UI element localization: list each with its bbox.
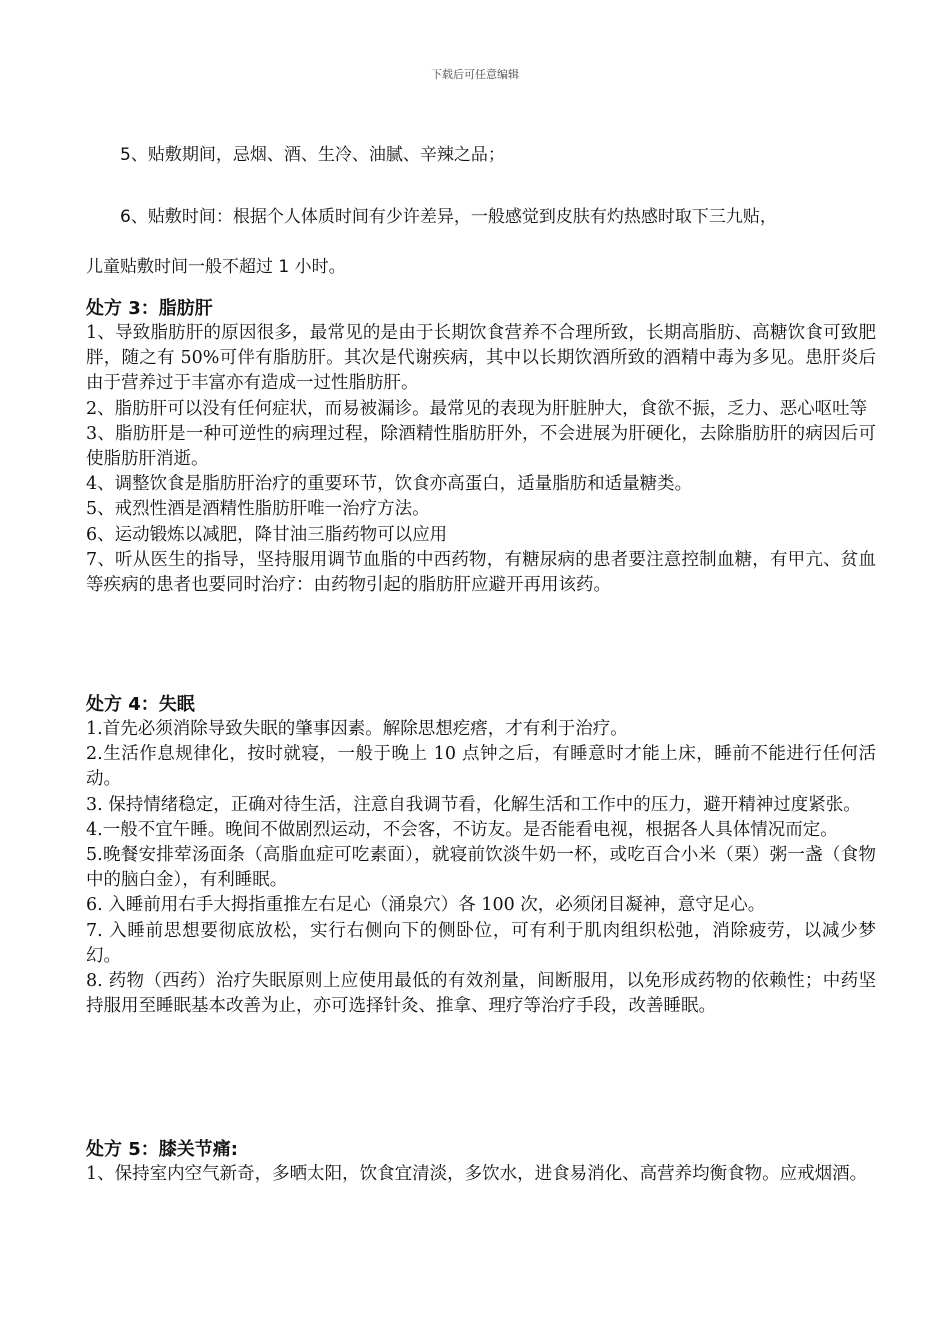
list-item: 3. 保持情绪稳定，正确对待生活，注意自我调节看，化解生活和工作中的压力，避开精神过度紧张。 bbox=[86, 794, 861, 815]
list-item: 5.晚餐安排荤汤面条（高脂血症可吃素面），就寝前饮淡牛奶一杯，或吃百合小米（栗）粥一盏（食物中的脑白金），有利睡眠。 bbox=[86, 845, 876, 891]
section-title: 处方 4：失眠 bbox=[86, 694, 195, 715]
section-title: 处方 5：膝关节痛: bbox=[86, 1139, 238, 1160]
list-item: 1、保持室内空气新奇，多晒太阳，饮食宜清淡，多饮水，进食易消化、高营养均衡食物。应戒烟酒。 bbox=[86, 1164, 868, 1184]
section-fatty-liver bbox=[86, 297, 876, 598]
list-item: 7. 入睡前思想要彻底放松，实行右侧向下的侧卧位，可有利于肌肉组织松弛，消除疲劳，以减少梦幻。 bbox=[86, 920, 876, 966]
intro-line-6-cont: 儿童贴敷时间一般不超过 1 小时。 bbox=[86, 257, 346, 277]
list-item: 6、运动锻炼以减肥，降甘油三脂药物可以应用 bbox=[86, 524, 448, 545]
list-item: 2、脂肪肝可以没有任何症状，而易被漏诊。最常见的表现为肝脏肿大，食欲不振，乏力、恶心呕吐等 bbox=[86, 398, 868, 419]
list-item: 3、脂肪肝是一种可逆性的病理过程，除酒精性脂肪肝外，不会进展为肝硬化，去除脂肪肝的病因后可使脂肪肝消逝。 bbox=[86, 423, 876, 470]
section-insomnia bbox=[86, 693, 876, 1019]
list-item: 7、听从医生的指导，坚持服用调节血脂的中西药物，有糖尿病的患者要注意控制血糖，有甲亢、贫血等疾病的患者也要同时治疗：由药物引起的脂肪肝应避开再用该药。 bbox=[86, 549, 876, 596]
list-item: 4.一般不宜午睡。晚间不做剧烈运动，不会客，不访友。是否能看电视，根据各人具体情况而定。 bbox=[86, 819, 838, 840]
intro-line-6: 6、贴敷时间：根据个人体质时间有少许差异，一般感觉到皮肤有灼热感时取下三九贴， bbox=[120, 207, 777, 227]
intro-line-5: 5、贴敷期间，忌烟、酒、生冷、油腻、辛辣之品； bbox=[120, 145, 505, 165]
list-item: 4、调整饮食是脂肪肝治疗的重要环节，饮食亦高蛋白，适量脂肪和适量糖类。 bbox=[86, 474, 693, 495]
list-item: 1、导致脂肪肝的原因很多，最常见的是由于长期饮食营养不合理所致，长期高脂肪、高糖饮食可致肥胖，随之有 50%可伴有脂肪肝。其次是代谢疾病，其中以长期饮酒所致的酒精中毒为多见。患肝炎后由于营养过于丰富亦有造成一过性脂肪肝。 bbox=[86, 323, 876, 394]
list-item: 8. 药物（西药）治疗失眠原则上应使用最低的有效剂量，间断服用，以免形成药物的依赖性；中药坚持服用至睡眠基本改善为止，亦可选择针灸、推拿、理疗等治疗手段，改善睡眠。 bbox=[86, 971, 876, 1017]
list-item: 1.首先必须消除导致失眠的肇事因素。解除思想疙瘩，才有利于治疗。 bbox=[86, 719, 628, 739]
list-item: 6. 入睡前用右手大拇指重推左右足心（涌泉穴）各 100 次，必须闭目凝神，意守足心。 bbox=[86, 895, 766, 916]
list-item: 5、戒烈性酒是酒精性脂肪肝唯一治疗方法。 bbox=[86, 499, 430, 520]
list-item: 2.生活作息规律化，按时就寝，一般于晚上 10 点钟之后，有睡意时才能上床，睡前不能进行任何活动。 bbox=[86, 744, 876, 790]
section-knee-pain bbox=[86, 1138, 876, 1187]
section-title: 处方 3：脂肪肝 bbox=[86, 298, 213, 319]
header-note: 下载后可任意编辑 bbox=[431, 68, 519, 81]
